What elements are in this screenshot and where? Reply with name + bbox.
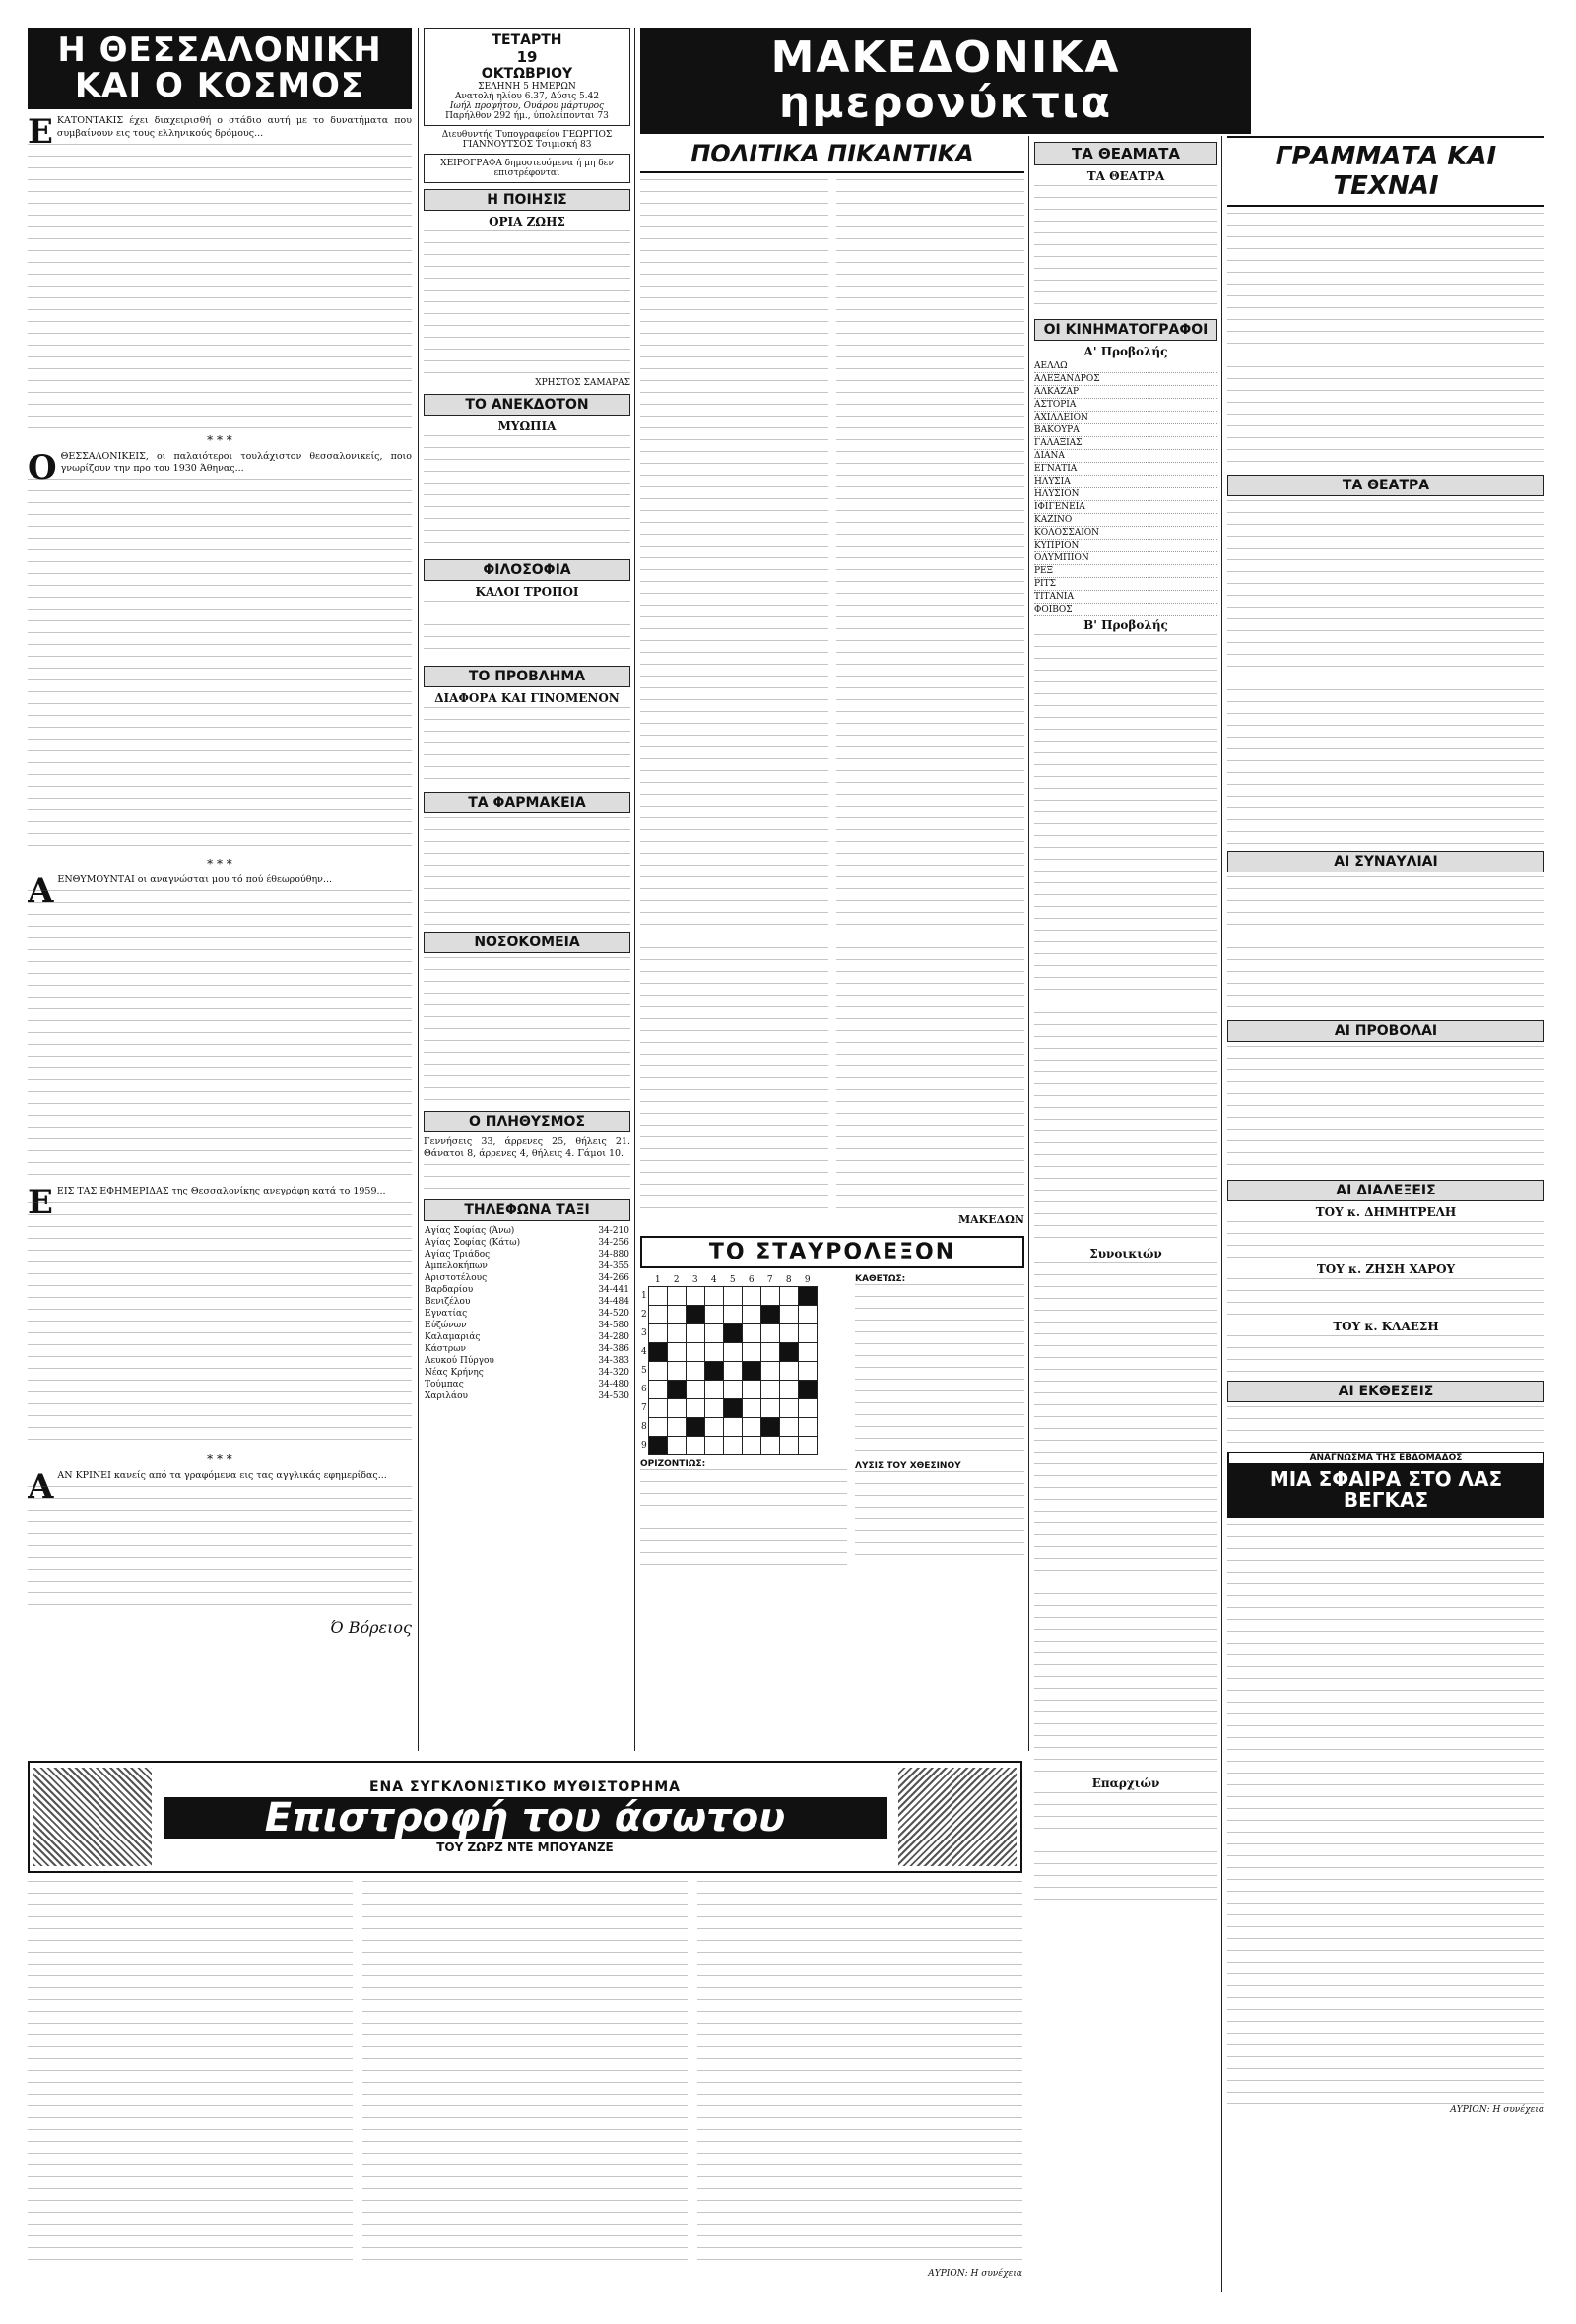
taxi-row xyxy=(424,1249,630,1260)
taxi-row xyxy=(424,1343,630,1355)
crossword-cell xyxy=(667,1381,686,1399)
days-count: Παρήλθον 292 ήμ., ύπολείπονται 73 xyxy=(445,111,609,121)
cinema-name: ΡΕΞ xyxy=(1034,565,1217,578)
saint-of-day: Ιωήλ προφήτου, Ουάρου μάρτυρος xyxy=(449,101,605,111)
crossword-cell xyxy=(779,1306,798,1324)
taxi-stand: Αμπελοκήπων xyxy=(425,1261,488,1272)
cinema-name: ΡΙΤΣ xyxy=(1034,578,1217,591)
taxi-row xyxy=(424,1390,630,1402)
crossword-cell xyxy=(667,1362,686,1381)
cinema-name: ΤΙΤΑΝΙΑ xyxy=(1034,591,1217,604)
publisher: Διευθυντής Τυπογραφείου ΓΕΩΡΓΙΟΣ ΓΙΑΝΝΟΥΤΣΟΣ Τσιμισκή 83 xyxy=(441,130,613,150)
crossword-cell xyxy=(648,1287,667,1306)
taxi-stand: Αγίας Τριάδος xyxy=(425,1250,491,1260)
cinema-name: ΚΑΖΙΝΟ xyxy=(1034,514,1217,527)
lecturer-list xyxy=(1227,1205,1544,1375)
crossword-cell xyxy=(686,1306,704,1324)
anecdote-heading: ΤΟ ΑΝΕΚΔΟΤΟΝ xyxy=(424,394,630,416)
crossword-row-number: 5 xyxy=(641,1366,647,1376)
serial-illustration-right xyxy=(898,1768,1017,1866)
cinema-name: ΦΟΙΒΟΣ xyxy=(1034,604,1217,616)
crossword-cell xyxy=(742,1418,760,1437)
concerts-heading: ΑΙ ΣΥΝΑΥΛΙΑΙ xyxy=(1227,851,1544,872)
crossword-cell xyxy=(704,1343,723,1362)
regions-heading: Επαρχιών xyxy=(1091,1776,1160,1790)
taxi-row xyxy=(424,1284,630,1296)
taxi-stand: Αριστοτέλους xyxy=(425,1273,488,1284)
date-box xyxy=(424,28,630,126)
taxi-table xyxy=(424,1225,630,1402)
crossword-horizontal-label: ΟΡΙΖΟΝΤΙΩΣ: xyxy=(640,1459,706,1469)
crossword-cell xyxy=(742,1437,760,1455)
crossword-cell xyxy=(667,1287,686,1306)
cinema-name: ΗΛΥΣΙΑ xyxy=(1034,476,1217,488)
taxi-number: 34-580 xyxy=(598,1321,629,1331)
taxi-stand: Κάστρων xyxy=(425,1344,467,1355)
crossword-cell xyxy=(760,1343,779,1362)
crossword-col-number: 3 xyxy=(691,1275,698,1285)
serial-kicker: ΕΝΑ ΣΥΓΚΛΟΝΙΣΤΙΚΟ ΜΥΘΙΣΤΟΡΗΜΑ xyxy=(368,1779,681,1795)
taxi-number: 34-520 xyxy=(598,1309,629,1320)
crossword-cell xyxy=(742,1287,760,1306)
crossword-cell xyxy=(723,1306,742,1324)
philosophy-subheading: ΚΑΛΟΙ ΤΡΟΠΟΙ xyxy=(475,585,579,599)
crossword-cell xyxy=(667,1306,686,1324)
date-day: 19 xyxy=(516,48,538,66)
crossword-cell xyxy=(779,1362,798,1381)
taxi-row xyxy=(424,1379,630,1390)
taxi-heading: ΤΗΛΕΦΩΝΑ ΤΑΞΙ xyxy=(424,1199,630,1221)
taxi-number: 34-530 xyxy=(598,1391,629,1402)
center-banner-area xyxy=(640,28,1251,136)
crossword-cell xyxy=(648,1343,667,1362)
crossword-cell xyxy=(779,1437,798,1455)
serial-title: Επιστροφή του άσωτου xyxy=(164,1797,886,1839)
crossword-cell xyxy=(723,1399,742,1418)
story-kicker: ΑΝΑΓΝΩΣΜΑ ΤΗΣ ΕΒΔΟΜΑΔΟΣ xyxy=(1309,1453,1463,1463)
taxi-number: 34-383 xyxy=(598,1356,629,1367)
lecturer-name: ΤΟΥ κ. ΔΗΜΗΤΡΕΛΗ xyxy=(1315,1205,1457,1219)
taxi-number: 34-256 xyxy=(598,1238,629,1249)
date-weekday: ΤΕΤΑΡΤΗ xyxy=(492,32,562,48)
cinema-name: ΔΙΑΝΑ xyxy=(1034,450,1217,463)
crossword-cell xyxy=(648,1381,667,1399)
cinema-name: ΚΥΠΡΙΟΝ xyxy=(1034,540,1217,552)
suburbs-heading: Συνοικιών xyxy=(1089,1247,1162,1260)
crossword-cell xyxy=(667,1324,686,1343)
taxi-stand: Τούμπας xyxy=(425,1380,464,1390)
arts-column xyxy=(1227,28,1544,2292)
cinema-name: ΑΧΙΛΛΕΙΟΝ xyxy=(1034,412,1217,424)
politics-signature: ΜΑΚΕΔΩΝ xyxy=(957,1213,1024,1226)
crossword-cell xyxy=(686,1287,704,1306)
crossword-cell xyxy=(798,1381,817,1399)
crossword-row-number: 8 xyxy=(641,1422,647,1432)
taxi-number: 34-880 xyxy=(598,1250,629,1260)
taxi-number: 34-386 xyxy=(598,1344,629,1355)
left-banner: Η ΘΕΣΣΑΛΟΝΙΚΗ ΚΑΙ Ο ΚΟΣΜΟΣ xyxy=(28,28,412,109)
crossword-cell xyxy=(648,1418,667,1437)
exhibitions-heading: ΑΙ ΕΚΘΕΣΕΙΣ xyxy=(1227,1381,1544,1402)
crossword-cell xyxy=(798,1399,817,1418)
crossword-cell xyxy=(723,1343,742,1362)
crossword-cell xyxy=(648,1324,667,1343)
crossword-cell xyxy=(667,1399,686,1418)
crossword-col-number: 6 xyxy=(748,1275,755,1285)
manuscripts-note: ΧΕΙΡΟΓΡΑΦΑ δημοσιευόμενα ή μη δεν επιστρέφονται xyxy=(424,154,630,183)
crossword-cell xyxy=(648,1437,667,1455)
crossword-cell xyxy=(760,1437,779,1455)
info-column xyxy=(424,28,630,1751)
crossword-col-number: 5 xyxy=(729,1275,736,1285)
story-box xyxy=(1227,1452,1544,1518)
taxi-stand: Νέας Κρήνης xyxy=(425,1368,484,1379)
crossword-cell xyxy=(686,1324,704,1343)
taxi-row xyxy=(424,1225,630,1237)
crossword-cell xyxy=(742,1343,760,1362)
crossword-cell xyxy=(760,1324,779,1343)
hospitals-heading: ΝΟΣΟΚΟΜΕΙΑ xyxy=(424,932,630,953)
crossword-cell xyxy=(667,1437,686,1455)
crossword-cell xyxy=(648,1362,667,1381)
crossword-cell xyxy=(723,1362,742,1381)
poetry-heading: Η ΠΟΙΗΣΙΣ xyxy=(424,189,630,211)
crossword-col-number: 4 xyxy=(710,1275,717,1285)
newspaper-page xyxy=(28,28,1544,2292)
crossword-cell xyxy=(779,1399,798,1418)
crossword-cell xyxy=(779,1287,798,1306)
crossword-cell xyxy=(742,1381,760,1399)
serial-section xyxy=(28,1761,1022,2292)
lecturer-name: ΤΟΥ κ. ΖΗΣΗ ΧΑΡΟΥ xyxy=(1316,1262,1456,1276)
left-paragraph-5: ΑΝ ΚΡΙΝΕΙ κανείς από τα γραφόμενα εις τας αγγλικάς εφημερίδας... xyxy=(57,1469,387,1481)
crossword-cell xyxy=(760,1418,779,1437)
crossword-cell xyxy=(704,1324,723,1343)
crossword-cell xyxy=(648,1399,667,1418)
serial-author: ΤΟΥ ΖΩΡΖ ΝΤΕ ΜΠΟΥΑΝΖΕ xyxy=(436,1840,614,1854)
screenings-heading: ΑΙ ΠΡΟΒΟΛΑΙ xyxy=(1227,1020,1544,1042)
taxi-row xyxy=(424,1355,630,1367)
politics-heading: ΠΟΛΙΤΙΚΑ ΠΙΚΑΝΤΙΚΑ xyxy=(640,136,1024,173)
crossword-cell xyxy=(760,1306,779,1324)
cinema-name: ΓΑΛΑΞΙΑΣ xyxy=(1034,437,1217,450)
crossword-vertical-label: ΚΑΘΕΤΩΣ: xyxy=(855,1274,906,1284)
crossword-solution-label: ΛΥΣΙΣ ΤΟΥ ΧΘΕΣΙΝΟΥ xyxy=(855,1461,961,1471)
taxi-number: 34-484 xyxy=(598,1297,629,1308)
cinema-name: ΑΣΤΟΡΙΑ xyxy=(1034,399,1217,412)
crossword-cell xyxy=(686,1362,704,1381)
taxi-number: 34-441 xyxy=(598,1285,629,1296)
crossword-row-number: 9 xyxy=(641,1441,647,1451)
taxi-stand: Βαρδαρίου xyxy=(425,1285,474,1296)
crossword-cell xyxy=(798,1362,817,1381)
crossword-cell xyxy=(742,1306,760,1324)
second-run-heading: Β' Προβολής xyxy=(1084,618,1168,632)
serial-illustration xyxy=(33,1768,152,1866)
left-paragraph-4: ΕΙΣ ΤΑΣ ΕΦΗΜΕΡΙΔΑΣ της Θεσσαλονίκης ανεγράφη κατά το 1959... xyxy=(56,1186,386,1197)
taxi-stand: Εύζώνων xyxy=(425,1321,467,1331)
crossword-cell xyxy=(723,1381,742,1399)
first-run-heading: Α' Προβολής xyxy=(1084,345,1168,358)
crossword-cell xyxy=(779,1418,798,1437)
left-signature: Ό Βόρειος xyxy=(330,1617,412,1637)
anecdote-subheading: ΜΥΩΠΙΑ xyxy=(497,420,557,433)
taxi-stand: Εγνατίας xyxy=(425,1309,468,1320)
serial-banner xyxy=(28,1761,1022,1873)
story-continued: ΑΥΡΙΟΝ: Η συνέχεια xyxy=(1450,2105,1544,2115)
crossword-col-number: 1 xyxy=(654,1275,661,1285)
cinema-name: ΑΛΚΑΖΑΡ xyxy=(1034,386,1217,399)
problem-subheading: ΔΙΑΦΟΡΑ ΚΑΙ ΓΙΝΟΜΕΝΟΝ xyxy=(434,691,620,705)
sun-times: Ανατολή ηλίου 6.37, Δύσις 5.42 xyxy=(454,92,600,101)
crossword-cell xyxy=(704,1287,723,1306)
arts-banner: ΓΡΑΜΜΑΤΑ ΚΑΙ ΤΕΧΝΑΙ xyxy=(1227,136,1544,207)
taxi-row xyxy=(424,1320,630,1331)
crossword-cell xyxy=(686,1399,704,1418)
crossword-cell xyxy=(686,1418,704,1437)
crossword-cell xyxy=(779,1343,798,1362)
population-text: Γεννήσεις 33, άρρενες 25, θήλεις 21. Θάνατοι 8, άρρενες 4, θήλεις 4. Γάμοι 10. xyxy=(424,1136,630,1160)
lectures-heading: ΑΙ ΔΙΑΛΕΞΕΙΣ xyxy=(1227,1180,1544,1201)
taxi-stand: Χαριλάου xyxy=(425,1391,468,1402)
crossword-row-number: 6 xyxy=(641,1385,647,1394)
crossword-col-number: 2 xyxy=(673,1275,680,1285)
crossword-cell xyxy=(723,1287,742,1306)
crossword-cell xyxy=(667,1343,686,1362)
left-column: Η ΘΕΣΣΑΛΟΝΙΚΗ ΚΑΙ Ο ΚΟΣΜΟΣ Ε ΚΑΤΟΝΤΑΚΙΣ έχει διαχειρισθή ο στάδιο αυτή με το δυνατήματα που συμβαίνουν εις τους ελληνικούς δρόμους... * * * Ο ΘΕΣΣΑΛΟΝΙΚΕΙΣ, οι παλαιότεροι τουλάχιστον θεσσαλονικείς, ποιο γνωρίζουν την προ του 1930 Άθηνας... * * * Α ΕΝΘΥΜΟΥΝΤΑΙ οι αναγνώσται μου τό πού έθεωρούθην... Ε ΕΙΣ ΤΑΣ ΕΦΗΜΕΡΙΔΑΣ της Θεσσαλονίκης ανεγράφη κατά το 1959... * * * Α ΑΝ ΚΡΙΝΕΙ κανείς από τα γραφόμενα εις τας αγγλικάς εφημερίδας... Ό Βόρειος xyxy=(28,28,412,1751)
poetry-author: ΧΡΗΣΤΟΣ ΣΑΜΑΡΑΣ xyxy=(535,378,630,388)
problem-heading: ΤΟ ΠΡΟΒΛΗΜΑ xyxy=(424,666,630,687)
taxi-row xyxy=(424,1296,630,1308)
crossword-cell xyxy=(704,1399,723,1418)
cinemas-heading: ΟΙ ΚΙΝΗΜΑΤΟΓΡΑΦΟΙ xyxy=(1034,319,1217,341)
taxi-number: 34-480 xyxy=(598,1380,629,1390)
left-paragraph-3: ΕΝΘΥΜΟΥΝΤΑΙ οι αναγνώσται μου τό πού έθεωρούθην... xyxy=(57,874,333,886)
cinema-name: ΙΦΙΓΕΝΕΙΑ xyxy=(1034,501,1217,514)
cinema-name: ΑΛΕΞΑΝΔΡΟΣ xyxy=(1034,373,1217,386)
crossword-cell xyxy=(742,1399,760,1418)
crossword-cell xyxy=(704,1362,723,1381)
poetry-subheading: ΟΡΙΑ ΖΩΗΣ xyxy=(489,215,565,228)
taxi-row xyxy=(424,1237,630,1249)
crossword-row-number: 7 xyxy=(641,1403,647,1413)
shows-column xyxy=(1034,136,1217,2292)
crossword-cell xyxy=(760,1287,779,1306)
taxi-number: 34-355 xyxy=(598,1261,629,1272)
moon-phase: ΣΕΛΗΝΗ 5 ΗΜΕΡΩΝ xyxy=(478,82,576,92)
crossword-cell xyxy=(704,1418,723,1437)
crossword-cell xyxy=(742,1362,760,1381)
cinema-name: ΗΛΥΣΙΟΝ xyxy=(1034,488,1217,501)
cinema-list xyxy=(1034,360,1217,616)
politics-column xyxy=(640,136,1024,1751)
crossword-row-number: 3 xyxy=(641,1328,647,1338)
crossword-cell xyxy=(798,1437,817,1455)
crossword-row-number: 2 xyxy=(641,1310,647,1320)
crossword-cell xyxy=(723,1418,742,1437)
crossword-col-number: 8 xyxy=(785,1275,792,1285)
crossword-cell xyxy=(798,1306,817,1324)
crossword-grid xyxy=(640,1274,818,1455)
taxi-number: 34-280 xyxy=(598,1332,629,1343)
taxi-stand: Αγίας Σοφίας (Άνω) xyxy=(425,1226,515,1237)
crossword-col-number: 9 xyxy=(804,1275,811,1285)
left-intro: ΚΑΤΟΝΤΑΚΙΣ έχει διαχειρισθή ο στάδιο αυτή με το δυνατήματα που συμβαίνουν εις τους ελληνικούς δρόμους... xyxy=(56,115,412,139)
taxi-row xyxy=(424,1367,630,1379)
crossword-cell xyxy=(704,1437,723,1455)
taxi-stand: Καλαμαριάς xyxy=(425,1332,481,1343)
serial-continued: ΑΥΡΙΟΝ: Η συνέχεια xyxy=(928,2269,1022,2279)
crossword-col-number: 7 xyxy=(766,1275,773,1285)
crossword-cell xyxy=(798,1418,817,1437)
crossword-cell xyxy=(798,1324,817,1343)
cinema-name: ΚΟΛΟΣΣΑΙΟΝ xyxy=(1034,527,1217,540)
left-paragraph-2: ΘΕΣΣΑΛΟΝΙΚΕΙΣ, οι παλαιότεροι τουλάχιστον θεσσαλονικείς, ποιο γνωρίζουν την προ του 1930 Άθηνας... xyxy=(60,450,412,474)
taxi-stand: Βενιζέλου xyxy=(425,1297,471,1308)
story-banner: ΜΙΑ ΣΦΑΙΡΑ ΣΤΟ ΛΑΣ ΒΕΓΚΑΣ xyxy=(1229,1463,1543,1517)
pharmacies-heading: ΤΑ ΦΑΡΜΑΚΕΙΑ xyxy=(424,792,630,813)
crossword-cell xyxy=(798,1343,817,1362)
population-heading: Ο ΠΛΗΘΥΣΜΟΣ xyxy=(424,1111,630,1132)
taxi-stand: Λευκού Πύργου xyxy=(425,1356,494,1367)
cinema-name: ΑΕΛΛΩ xyxy=(1034,360,1217,373)
crossword-cell xyxy=(760,1399,779,1418)
shows-heading: ΤΑ ΘΕΑΜΑΤΑ xyxy=(1034,142,1217,165)
crossword-row-number: 4 xyxy=(641,1347,647,1357)
cinema-name: ΟΛΥΜΠΙΟΝ xyxy=(1034,552,1217,565)
arts-theatres-heading: ΤΑ ΘΕΑΤΡΑ xyxy=(1227,475,1544,496)
date-month: ΟΚΤΩΒΡΙΟΥ xyxy=(481,66,573,82)
crossword-cell xyxy=(760,1381,779,1399)
taxi-row xyxy=(424,1308,630,1320)
philosophy-heading: ΦΙΛΟΣΟΦΙΑ xyxy=(424,559,630,581)
cinema-name: ΕΓΝΑΤΙΑ xyxy=(1034,463,1217,476)
crossword-cell xyxy=(742,1324,760,1343)
shows-theatres: ΤΑ ΘΕΑΤΡΑ xyxy=(1086,169,1165,183)
taxi-number: 34-266 xyxy=(598,1273,629,1284)
crossword-cell xyxy=(686,1343,704,1362)
taxi-row xyxy=(424,1260,630,1272)
crossword-cell xyxy=(704,1306,723,1324)
crossword-cell xyxy=(667,1418,686,1437)
crossword-cell xyxy=(704,1381,723,1399)
crossword-cell xyxy=(723,1437,742,1455)
taxi-stand: Αγίας Σοφίας (Κάτω) xyxy=(425,1238,521,1249)
crossword-cell xyxy=(779,1381,798,1399)
cinema-name: ΒΑΚΟΥΡΑ xyxy=(1034,424,1217,437)
crossword-heading: ΤΟ ΣΤΑΥΡΟΛΕΞΟΝ xyxy=(640,1236,1024,1268)
crossword-cell xyxy=(798,1287,817,1306)
crossword-cell xyxy=(779,1324,798,1343)
taxi-row xyxy=(424,1331,630,1343)
crossword-cell xyxy=(723,1324,742,1343)
taxi-row xyxy=(424,1272,630,1284)
taxi-number: 34-210 xyxy=(598,1226,629,1237)
taxi-number: 34-320 xyxy=(598,1368,629,1379)
macedonian-banner: ΜΑΚΕΔΟΝΙΚΑ ημερονύκτια xyxy=(640,28,1251,134)
crossword-cell xyxy=(760,1362,779,1381)
crossword-cell xyxy=(686,1381,704,1399)
lecturer-name: ΤΟΥ κ. ΚΛΑΕΣΗ xyxy=(1333,1320,1439,1333)
crossword-row-number: 1 xyxy=(641,1291,647,1301)
crossword-cell xyxy=(686,1437,704,1455)
crossword-cell xyxy=(648,1306,667,1324)
